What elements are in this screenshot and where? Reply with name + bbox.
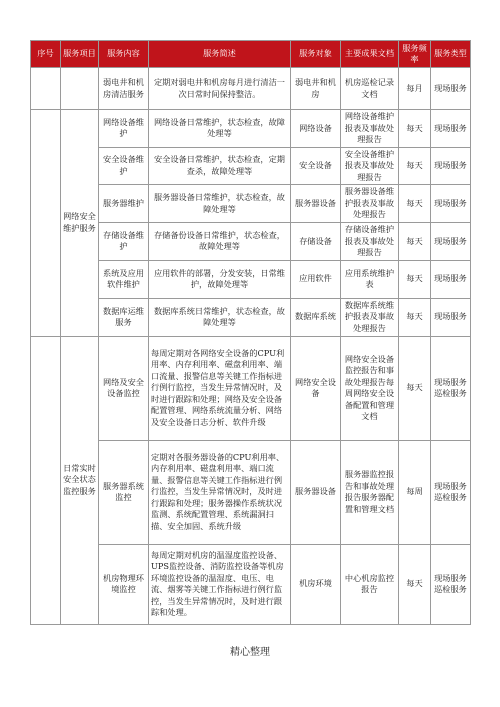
freq-cell: 每天	[399, 147, 431, 185]
table-row	[31, 110, 471, 148]
desc-cell: 定期对弱电井和机房每月进行清洁一次日常时间保持整洁。	[149, 68, 291, 110]
object-cell: 网络安全设备	[291, 336, 341, 440]
content-cell: 存储设备维护	[99, 223, 149, 261]
content-cell: 弱电井和机房清洁服务	[99, 68, 149, 110]
doc-cell: 安全设备维护报表及事故处理报告	[341, 147, 399, 185]
desc-cell: 存储备份设备日常维护，状态检查，故障处理等	[149, 223, 291, 261]
table-header-row	[31, 41, 471, 68]
doc-cell: 中心机房监控报告	[341, 544, 399, 624]
type-cell: 现场服务	[431, 68, 471, 110]
object-cell: 存储设备	[291, 223, 341, 261]
type-cell: 现场服务	[431, 260, 471, 298]
header-service-type: 服务类型	[431, 41, 471, 68]
freq-cell: 每天	[399, 544, 431, 624]
freq-cell: 每天	[399, 336, 431, 440]
freq-cell: 每月	[399, 68, 431, 110]
type-cell: 现场服务巡检服务	[431, 336, 471, 440]
object-cell: 弱电井和机房	[291, 68, 341, 110]
item-cell	[61, 68, 99, 110]
freq-cell: 每天	[399, 185, 431, 223]
content-cell: 安全设备维护	[99, 147, 149, 185]
header-service-content: 服务内容	[99, 41, 149, 68]
index-cell	[31, 68, 61, 110]
content-cell: 网络及安全设备监控	[99, 336, 149, 440]
freq-cell: 每天	[399, 298, 431, 336]
object-cell: 应用软件	[291, 260, 341, 298]
desc-cell: 每周定期对各网络安全设备的CPU利用率、内存利用率、磁盘利用率、端口流量、报警信息等关键工作指标进行例行监控，当发生异常情况时，及时进行跟踪和处理；网络及安全设备配置管理、网络系统流量分析、网络及安全设备日志分析、软件升级	[149, 336, 291, 440]
content-cell: 服务器维护	[99, 185, 149, 223]
type-cell: 现场服务	[431, 223, 471, 261]
freq-cell: 每天	[399, 223, 431, 261]
type-cell: 现场服务巡检服务	[431, 544, 471, 624]
doc-cell: 数据库系统维护报表及事故处理报告	[341, 298, 399, 336]
object-cell: 网络设备	[291, 110, 341, 148]
desc-cell: 网络设备日常维护，状态检查，故障处理等	[149, 110, 291, 148]
type-cell: 现场服务	[431, 147, 471, 185]
doc-cell: 网络设备维护报表及事故处理报告	[341, 110, 399, 148]
type-cell: 现场服务	[431, 298, 471, 336]
freq-cell: 每周	[399, 440, 431, 544]
doc-cell: 存储设备维护报表及事故处理报告	[341, 223, 399, 261]
header-service-object: 服务对象	[291, 41, 341, 68]
content-cell: 系统及应用软件维护	[99, 260, 149, 298]
content-cell: 网络设备维护	[99, 110, 149, 148]
group-cell-security: 网络安全维护服务	[61, 110, 99, 337]
doc-cell: 服务器设备维护报表及事故处理报告	[341, 185, 399, 223]
header-main-doc: 主要成果文档	[341, 41, 399, 68]
freq-cell: 每天	[399, 110, 431, 148]
freq-cell: 每天	[399, 260, 431, 298]
group-cell-monitor: 日常实时安全状态监控服务	[61, 336, 99, 624]
object-cell: 服务器设备	[291, 185, 341, 223]
desc-cell: 定期对各服务器设备的CPU利用率、内存利用率、磁盘利用率、端口流量、报警信息等关键工作指标进行例行监控，当发生异常情况时，及时进行跟踪和处理；服务器操作系统状况监测、系统配置管理、系统漏洞扫描、安全加固、系统升级	[149, 440, 291, 544]
table-row	[31, 336, 471, 440]
object-cell: 服务器设备	[291, 440, 341, 544]
desc-cell: 服务器设备日常维护，状态检查，故障处理等	[149, 185, 291, 223]
type-cell: 现场服务	[431, 110, 471, 148]
doc-cell: 服务器监控报告和事故处理报告服务器配置和管理文档	[341, 440, 399, 544]
doc-cell: 网络安全设备监控报告和事故处理报告每周网络安全设备配置和管理文档	[341, 336, 399, 440]
content-cell: 数据库运维服务	[99, 298, 149, 336]
content-cell: 服务器系统监控	[99, 440, 149, 544]
index-cell	[31, 110, 61, 337]
table-row	[31, 68, 471, 110]
header-service-desc: 服务简述	[149, 41, 291, 68]
doc-cell: 机房巡检记录文档	[341, 68, 399, 110]
header-index: 序号	[31, 41, 61, 68]
footer-text: 精心整理	[230, 647, 270, 658]
desc-cell: 每周定期对机房的温湿度监控设备、UPS监控设备、消防监控设备等机房环境监控设备的温湿度、电压、电流、烟雾等关键工作指标进行例行监控，当发生异常情况时，及时进行跟踪和处理。	[149, 544, 291, 624]
desc-cell: 安全设备日常维护，状态检查，定期查杀，故障处理等	[149, 147, 291, 185]
service-table	[30, 40, 471, 625]
type-cell: 现场服务	[431, 185, 471, 223]
header-frequency: 服务频率	[399, 41, 431, 68]
type-cell: 现场服务巡检服务	[431, 440, 471, 544]
doc-cell: 应用系统维护表	[341, 260, 399, 298]
object-cell: 机房环境	[291, 544, 341, 624]
content-cell: 机房物理环境监控	[99, 544, 149, 624]
object-cell: 安全设备	[291, 147, 341, 185]
object-cell: 数据库系统	[291, 298, 341, 336]
header-service-item: 服务项目	[61, 41, 99, 68]
desc-cell: 应用软件的部署，分发安装，日常维护，故障处理等	[149, 260, 291, 298]
index-cell	[31, 336, 61, 624]
desc-cell: 数据库系统日常维护，状态检查，故障处理等	[149, 298, 291, 336]
